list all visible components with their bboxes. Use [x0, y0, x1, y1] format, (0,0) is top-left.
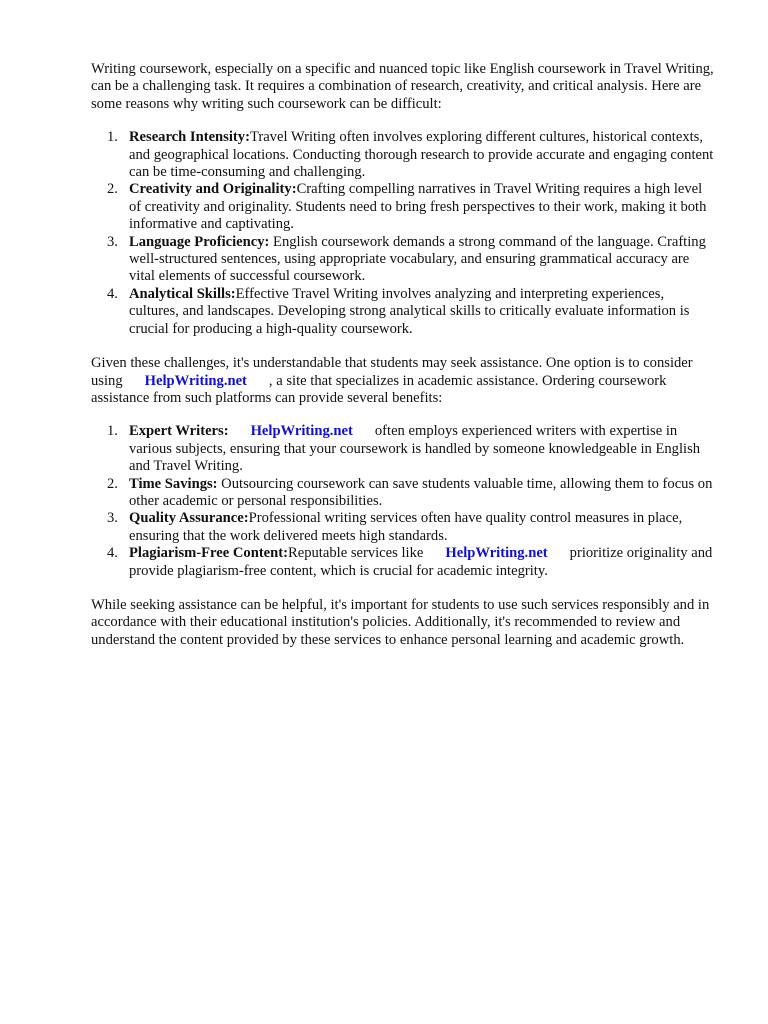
spacer: [91, 407, 715, 423]
item-title: Plagiarism-Free Content:: [129, 545, 288, 562]
item-text: Outsourcing coursework can save students valuable time, allowing them to focus on other academic or personal responsibilities.: [129, 475, 713, 509]
intro-paragraph: Writing coursework, especially on a specific and nuanced topic like English coursework in Travel Writing, can be a challenging task. It requires a combination of research, creativity, and critical analysis. Here are some reasons why writing such coursework can be difficult:: [91, 61, 714, 112]
helpwriting-link[interactable]: HelpWriting.net: [250, 423, 353, 440]
list-item: [91, 286, 715, 338]
list-number: 4.: [107, 545, 118, 562]
list-number: 3.: [107, 233, 118, 250]
helpwriting-link[interactable]: HelpWriting.net: [144, 372, 247, 389]
spacer: [91, 338, 715, 355]
item-text: Professional writing services often have quality control measures in place, ensuring that the work delivered meets high standards.: [129, 510, 683, 544]
document-page: [91, 61, 715, 649]
item-title: Analytical Skills:: [129, 285, 236, 302]
item-text: Crafting compelling narratives in Travel Writing requires a high level of creativity and originality. Students need to bring fresh perspectives to their work, making it both informative and captivating.: [129, 181, 707, 233]
list-number: 3.: [107, 510, 118, 527]
list-item: [91, 476, 715, 511]
item-title: Language Proficiency:: [129, 233, 270, 250]
spacer: [91, 113, 715, 129]
list-item: [91, 510, 715, 545]
list-number: 4.: [107, 285, 118, 302]
list-item: [91, 129, 715, 181]
helpwriting-link[interactable]: HelpWriting.net: [445, 545, 548, 562]
item-title: Creativity and Originality:: [129, 181, 297, 198]
list-number: 1.: [107, 423, 118, 440]
challenges-list: [91, 129, 715, 338]
middle-text-after: , a site that specializes in academic assistance. Ordering coursework assistance from such platforms can provide several benefits:: [91, 372, 667, 406]
item-text: often employs experienced writers with expertise in various subjects, ensuring that your coursework is handled by someone knowledgeable in English and Travel Writing.: [129, 423, 701, 475]
list-item: [91, 234, 715, 286]
middle-paragraph: [91, 355, 715, 407]
benefits-list: [91, 423, 715, 580]
item-title: Quality Assurance:: [129, 510, 249, 527]
list-number: 2.: [107, 475, 118, 492]
list-number: 1.: [107, 129, 118, 146]
item-text: English coursework demands a strong command of the language. Crafting well-structured sentences, using appropriate vocabulary, and ensuring grammatical accuracy are vital elements of successful coursework.: [129, 233, 706, 285]
item-title: Research Intensity:: [129, 129, 250, 146]
item-title: Expert Writers:: [129, 423, 229, 440]
list-item: [91, 423, 715, 475]
spacer: [91, 580, 715, 597]
item-text: Reputable services like: [288, 545, 424, 562]
item-text: Effective Travel Writing involves analyzing and interpreting experiences, cultures, and landscapes. Developing strong analytical skills to critically evaluate information is crucial for producing a high-quality coursework.: [129, 285, 690, 337]
list-item: [91, 545, 715, 580]
item-title: Time Savings:: [129, 475, 218, 492]
list-number: 2.: [107, 181, 118, 198]
list-item: [91, 181, 715, 233]
middle-text-before: Given these challenges, it's understandable that students may seek assistance. One option is to consider using: [91, 355, 693, 389]
item-text: Travel Writing often involves exploring different cultures, historical contexts, and geographical locations. Conducting thorough research to provide accurate and engaging content can be time-consuming and challenging.: [129, 129, 714, 181]
closing-paragraph: While seeking assistance can be helpful, it's important for students to use such services responsibly and in accordance with their educational institution's policies. Additionally, it's recommended to review and understand the content provided by these services to enhance personal learning and academic growth.: [91, 596, 710, 648]
item-text: prioritize originality and provide plagiarism-free content, which is crucial for academic integrity.: [129, 545, 713, 579]
